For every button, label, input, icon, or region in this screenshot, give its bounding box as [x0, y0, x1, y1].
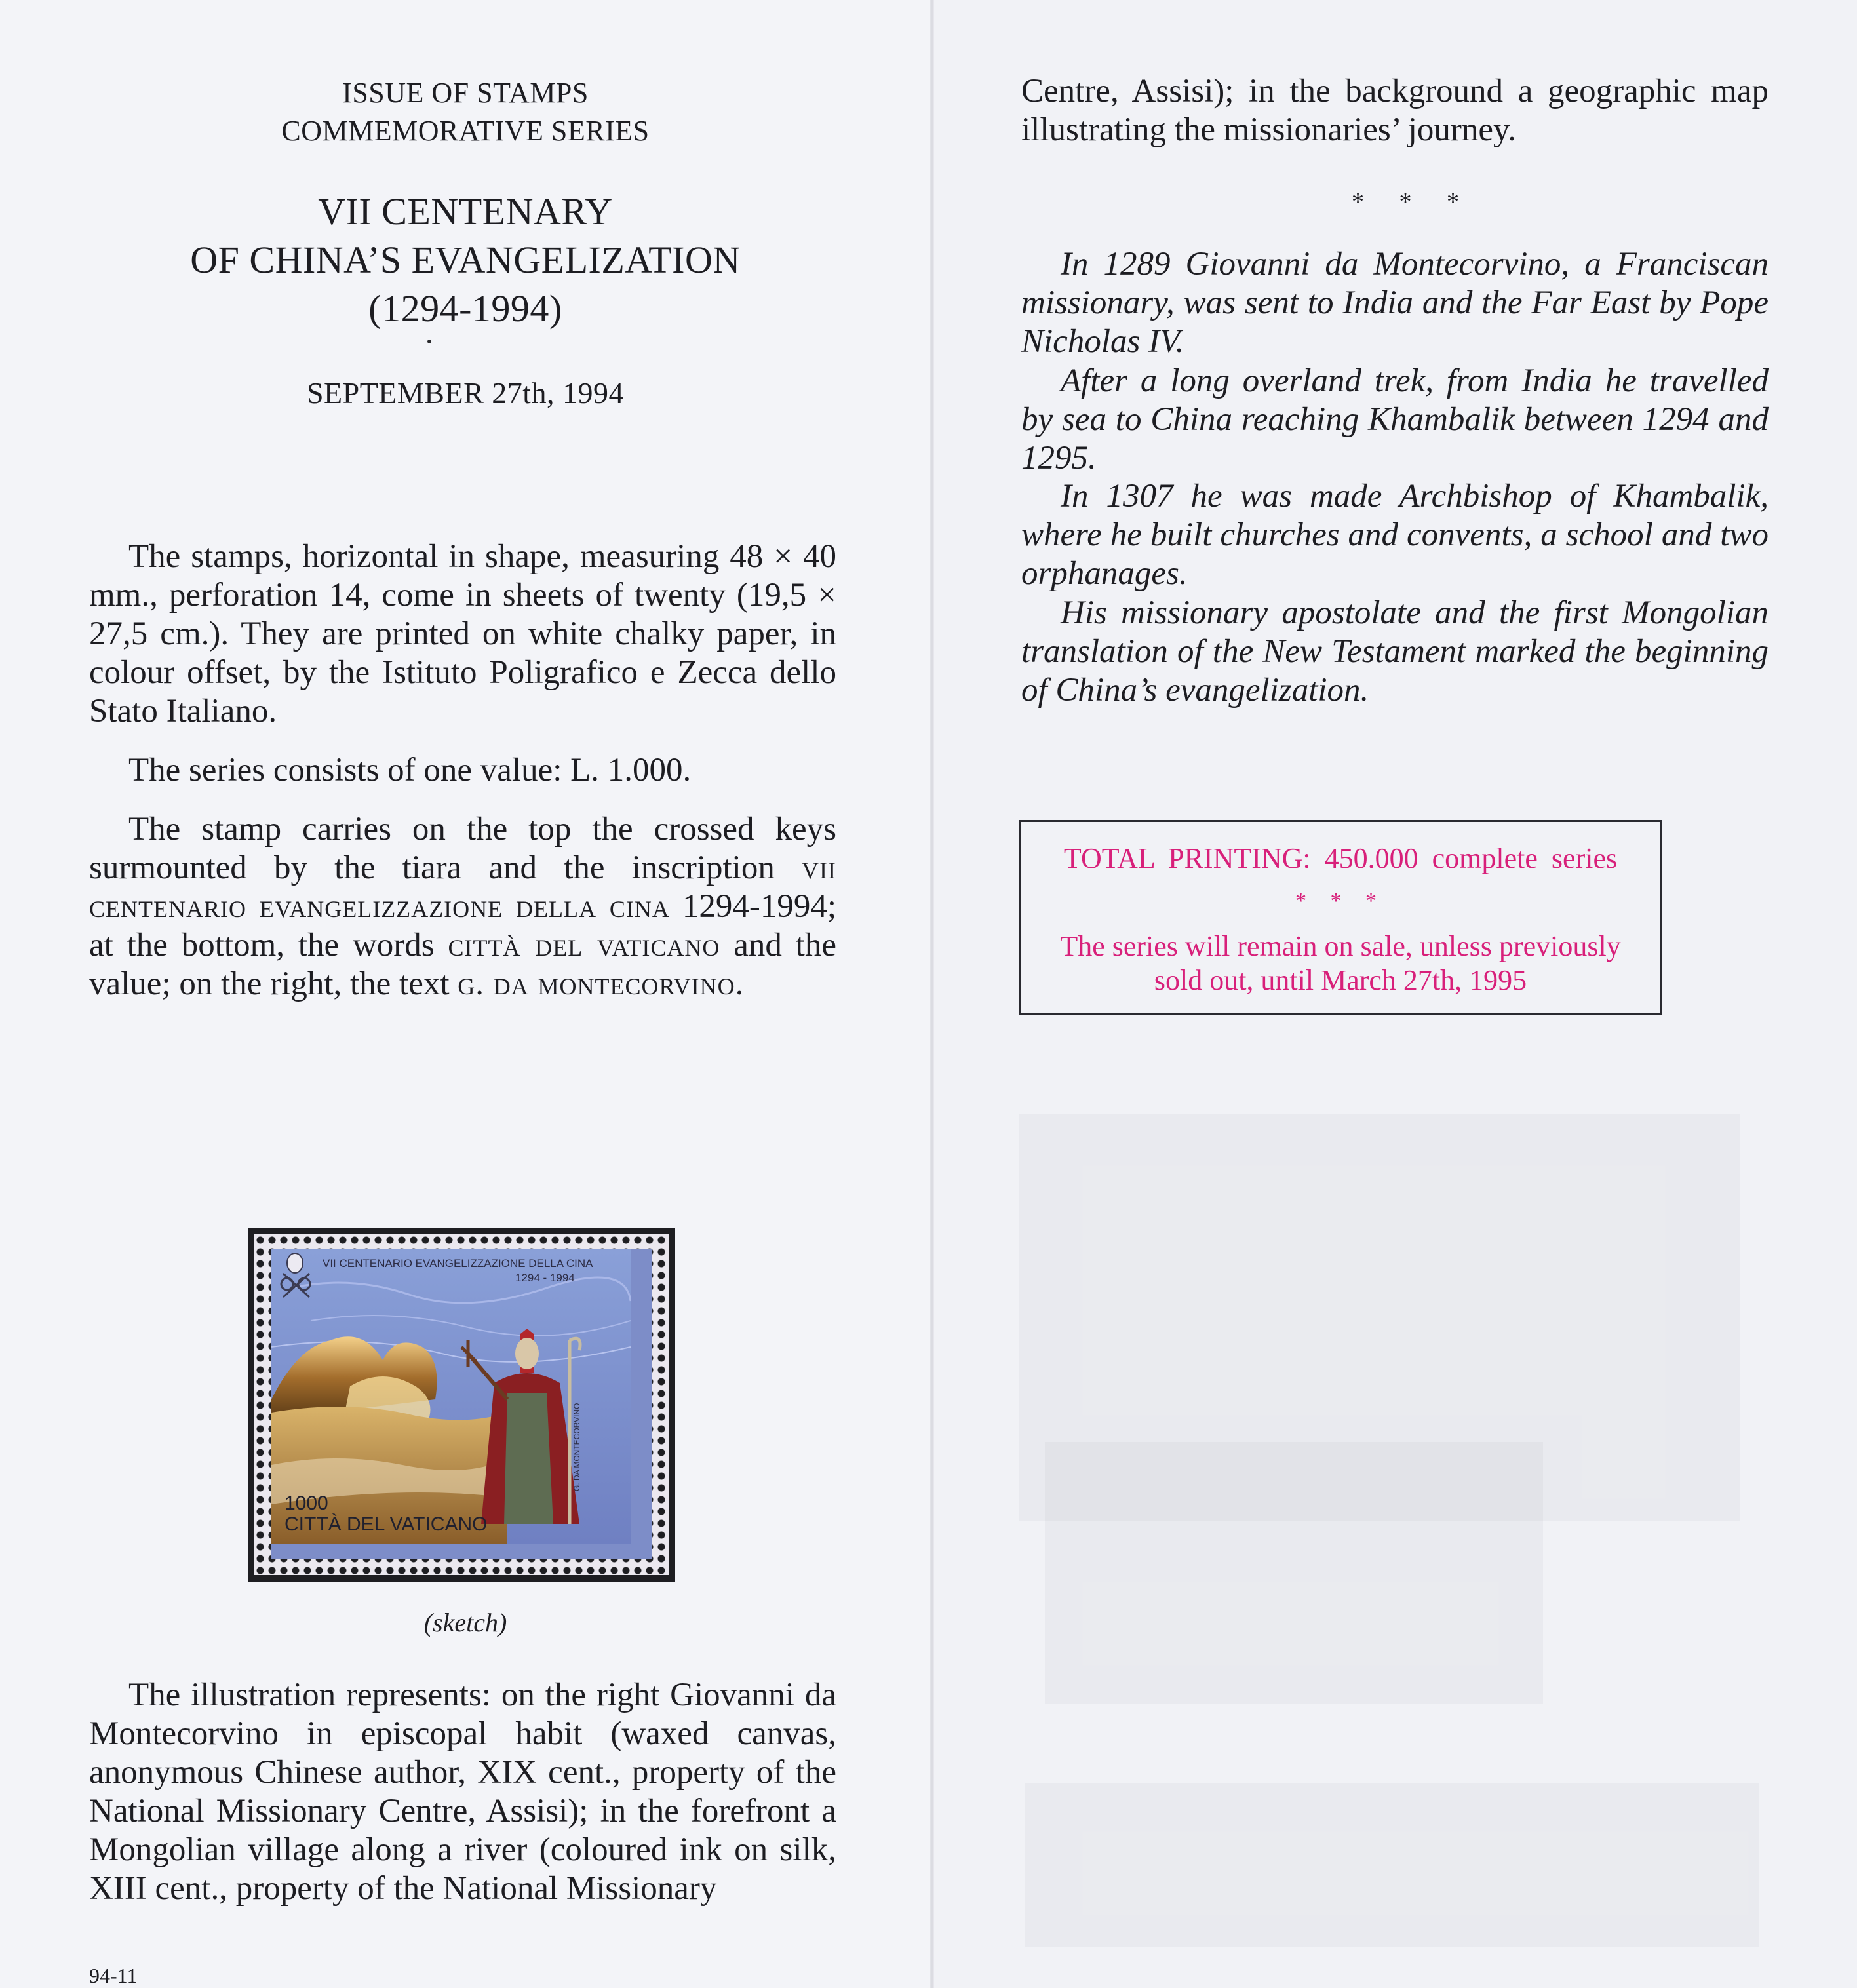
author-text: g. da montecorvino: [458, 965, 735, 1002]
sale-period-text: The series will remain on sale, unless previously sold out, until March 27th, 1995: [1060, 930, 1621, 996]
continuation-paragraph: Centre, Assisi); in the background a geographic map illustrating the missionaries’ journey.: [1021, 73, 1769, 148]
country-text: città del vaticano: [448, 927, 720, 964]
stamp-value: 1000: [284, 1492, 328, 1514]
series-heading: COMMEMORATIVE SERIES: [281, 115, 650, 147]
box-stars: * * *: [1295, 889, 1386, 913]
issue-date: SEPTEMBER 27th, 1994: [306, 376, 625, 410]
stamp-image: [248, 1228, 675, 1582]
section-stars: * * *: [1352, 188, 1474, 216]
stamp-artwork: [271, 1249, 652, 1559]
title-line-3: (1294-1994): [368, 287, 562, 330]
history-paragraph-3: In 1307 he was made Archbishop of Khambalik, where he built churches and convents, a school and two orphanages.: [1021, 478, 1769, 592]
history-paragraph-4: His missionary apostolate and the first Mongolian translation of the New Testament marked the beginning of China’s evangelization.: [1021, 594, 1769, 709]
title-line-1: VII CENTENARY: [318, 190, 613, 233]
sketch-caption: (sketch): [423, 1608, 507, 1637]
illustration-paragraph: The illustration represents: on the right Giovanni da Montecorvino in episcopal habit (waxed canvas, anonymous Chinese author, XIX cent., property of the National Missionary Centre, Assisi); in the forefront a Mongolian village along a river (coloured ink on silk, XIII cent., property of the National Missionary: [89, 1677, 836, 1907]
page-fold: [930, 0, 934, 1988]
history-paragraph-1: In 1289 Giovanni da Montecorvino, a Franciscan missionary, was sent to India and the Far East by Pope Nicholas IV.: [1021, 246, 1769, 360]
stamp-years: 1294 - 1994: [515, 1272, 575, 1284]
stamp-description-paragraph: The stamp carries on the top the crossed keys surmounted by the tiara and the inscription vii centenario evangelizzazione della cina 1294-1994; at the bottom, the words città del vaticano and the value; on the right, the text g. da montecorvino.: [89, 811, 836, 1002]
printing-info-box: [1019, 820, 1662, 1015]
stamp-country: CITTÀ DEL VATICANO: [284, 1513, 488, 1535]
ornament-dot: [427, 340, 431, 343]
series-value-paragraph: The series consists of one value: L. 1.000.: [128, 752, 692, 789]
issue-heading: ISSUE OF STAMPS: [342, 77, 589, 109]
stamp-perforation: [254, 1234, 669, 1575]
stamp-side-text: G. DA MONTECORVINO: [572, 1403, 581, 1491]
stamp-specs-paragraph: The stamps, horizontal in shape, measuring 48 × 40 mm., perforation 14, come in sheets of twenty (19,5 × 27,5 cm.). They are printed on white chalky paper, in colour offset, by the Istituto Poligrafico e Zecca dello Stato Italiano.: [89, 538, 836, 730]
stamp-top-inscription: VII CENTENARIO EVANGELIZZAZIONE DELLA CINA: [323, 1257, 593, 1270]
history-paragraph-2: After a long overland trek, from India he travelled by sea to China reaching Khambalik between 1294 and 1295.: [1021, 362, 1769, 477]
total-printing-text: TOTAL PRINTING: 450.000 complete series: [1063, 842, 1618, 874]
inscription-text: vii centenario evangelizzazione della cina: [89, 849, 836, 925]
footer-code: 94-11: [89, 1964, 138, 1987]
title-line-2: OF CHINA’S EVANGELIZATION: [190, 239, 741, 281]
